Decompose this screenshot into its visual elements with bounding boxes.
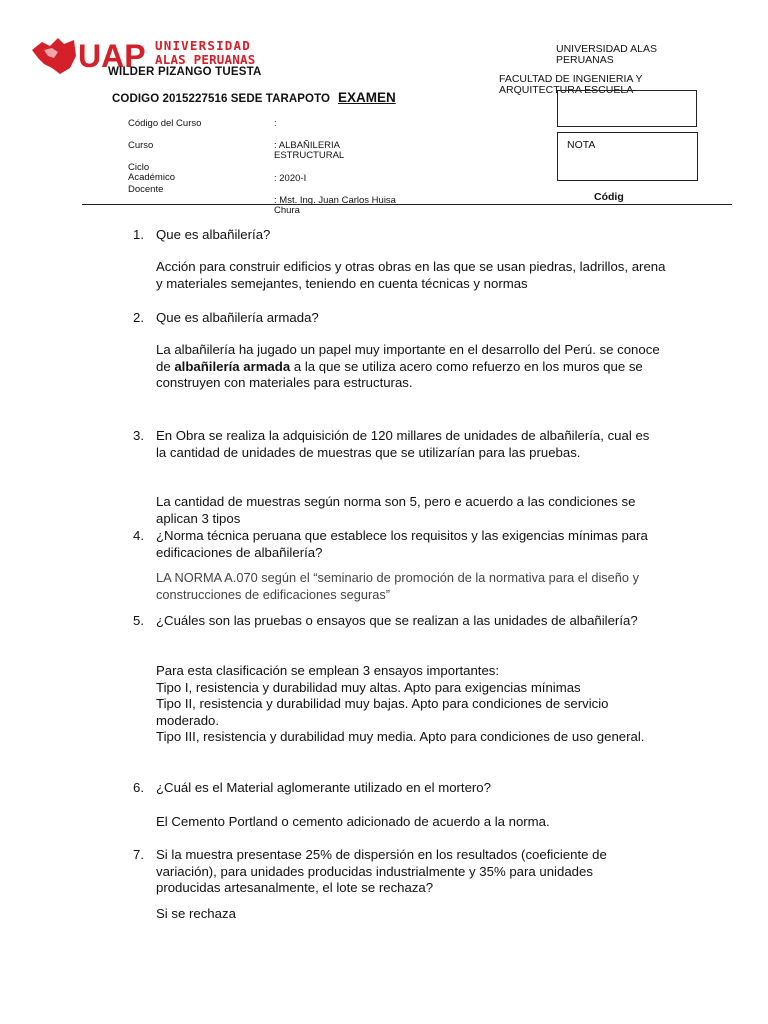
logo-line2: ALAS PERUANAS (155, 52, 256, 67)
answer-5-line: Tipo II, resistencia y durabilidad muy bajas. Apto para condiciones de servicio moderado. (156, 696, 609, 728)
question-7 (133, 847, 653, 897)
exam-title: EXAMEN (338, 90, 396, 105)
question-text: Si la muestra presentase 25% de dispersión en los resultados (coeficiente de variación), para unidades producidas industrialmente y 35% para unidades producidas artesanalmente, el lote se rechaza? (156, 847, 607, 895)
course-value: : ALBAÑILERIA ESTRUCTURAL (274, 140, 345, 161)
answer-2-part2: se conoce de (156, 342, 660, 374)
course-label: Curso (128, 140, 154, 151)
logo-short: UAP (78, 38, 146, 74)
answer-2-part3: a la que se utiliza acero como refuerzo en los muros que se construyen con materiales para estructuras. (156, 358, 643, 390)
logo-line1: UNIVERSIDAD (155, 38, 251, 53)
student-name: WILDER PIZANGO TUESTA (108, 66, 262, 78)
header-divider (82, 204, 732, 205)
question-3 (133, 428, 653, 461)
question-text: Que es albañilería armada? (156, 310, 319, 325)
question-number: 4. (133, 528, 144, 543)
university-name: UNIVERSIDAD ALAS PERUANAS (556, 43, 657, 66)
answer-2-bold: albañilería armada (174, 358, 291, 374)
answer-1: Acción para construir edificios y otras obras en las que se usan piedras, ladrillos, arena y materiales semejantes, teniendo en cuenta técnicas y normas (156, 259, 666, 291)
answer-3: La cantidad de muestras según norma son 5, pero e acuerdo a las condiciones se aplican 3 tipos (156, 494, 636, 526)
faculty-name: FACULTAD DE INGENIERIA Y ARQUITECTURA ESCUELA (499, 73, 643, 96)
course-code-label: Código del Curso (128, 118, 202, 129)
question-text: Que es albañilería? (156, 227, 271, 242)
question-2 (133, 310, 653, 327)
answer-7: Si se rechaza (156, 906, 236, 921)
course-code-value: : (274, 118, 277, 129)
question-4 (133, 528, 653, 561)
question-text: ¿Cuál es el Material aglomerante utilizado en el mortero? (156, 780, 491, 795)
answer-2-part1: La albañilería ha jugado un papel muy importante en el desarrollo del Perú. (156, 342, 596, 357)
cycle-label: Ciclo Académico (128, 162, 175, 183)
question-1 (133, 227, 653, 244)
question-text: En Obra se realiza la adquisición de 120 millares de unidades de albañilería, cual es la cantidad de unidades de muestras que se utilizarían para las pruebas. (156, 428, 650, 460)
answer-5-line: Para esta clasificación se emplean 3 ensayos importantes: (156, 663, 500, 678)
question-6 (133, 780, 653, 797)
teacher-label: Docente (128, 184, 164, 195)
header-box-top (557, 90, 697, 127)
answer-5-line: Tipo I, resistencia y durabilidad muy altas. Apto para exigencias mínimas (156, 679, 581, 695)
answer-5 (156, 663, 666, 746)
question-text: ¿Cuáles son las pruebas o ensayos que se realizan a las unidades de albañilería? (156, 613, 638, 628)
question-number: 7. (133, 847, 144, 862)
codig-label: Códig (594, 191, 624, 203)
question-number: 5. (133, 613, 144, 628)
nota-label: NOTA (567, 139, 596, 151)
student-code: CODIGO 2015227516 SEDE TARAPOTO (112, 93, 331, 105)
question-number: 1. (133, 227, 144, 242)
answer-4: LA NORMA A.070 según el “seminario de promoción de la normativa para el diseño y construcciones de edificaciones seguras” (156, 570, 639, 602)
question-number: 2. (133, 310, 144, 325)
answer-5-line: Tipo III, resistencia y durabilidad muy media. Apto para condiciones de uso general. (156, 729, 645, 744)
question-number: 3. (133, 428, 144, 443)
question-5 (133, 613, 653, 630)
question-number: 6. (133, 780, 144, 795)
teacher-value: : Mst. Ing. Juan Carlos Huisa Chura (274, 195, 396, 216)
question-text: ¿Norma técnica peruana que establece los requisitos y las exigencias mínimas para edificaciones de albañilería? (156, 528, 648, 560)
answer-2 (156, 342, 666, 392)
answer-6: El Cemento Portland o cemento adicionado de acuerdo a la norma. (156, 814, 550, 829)
cycle-value: : 2020-I (274, 173, 307, 184)
